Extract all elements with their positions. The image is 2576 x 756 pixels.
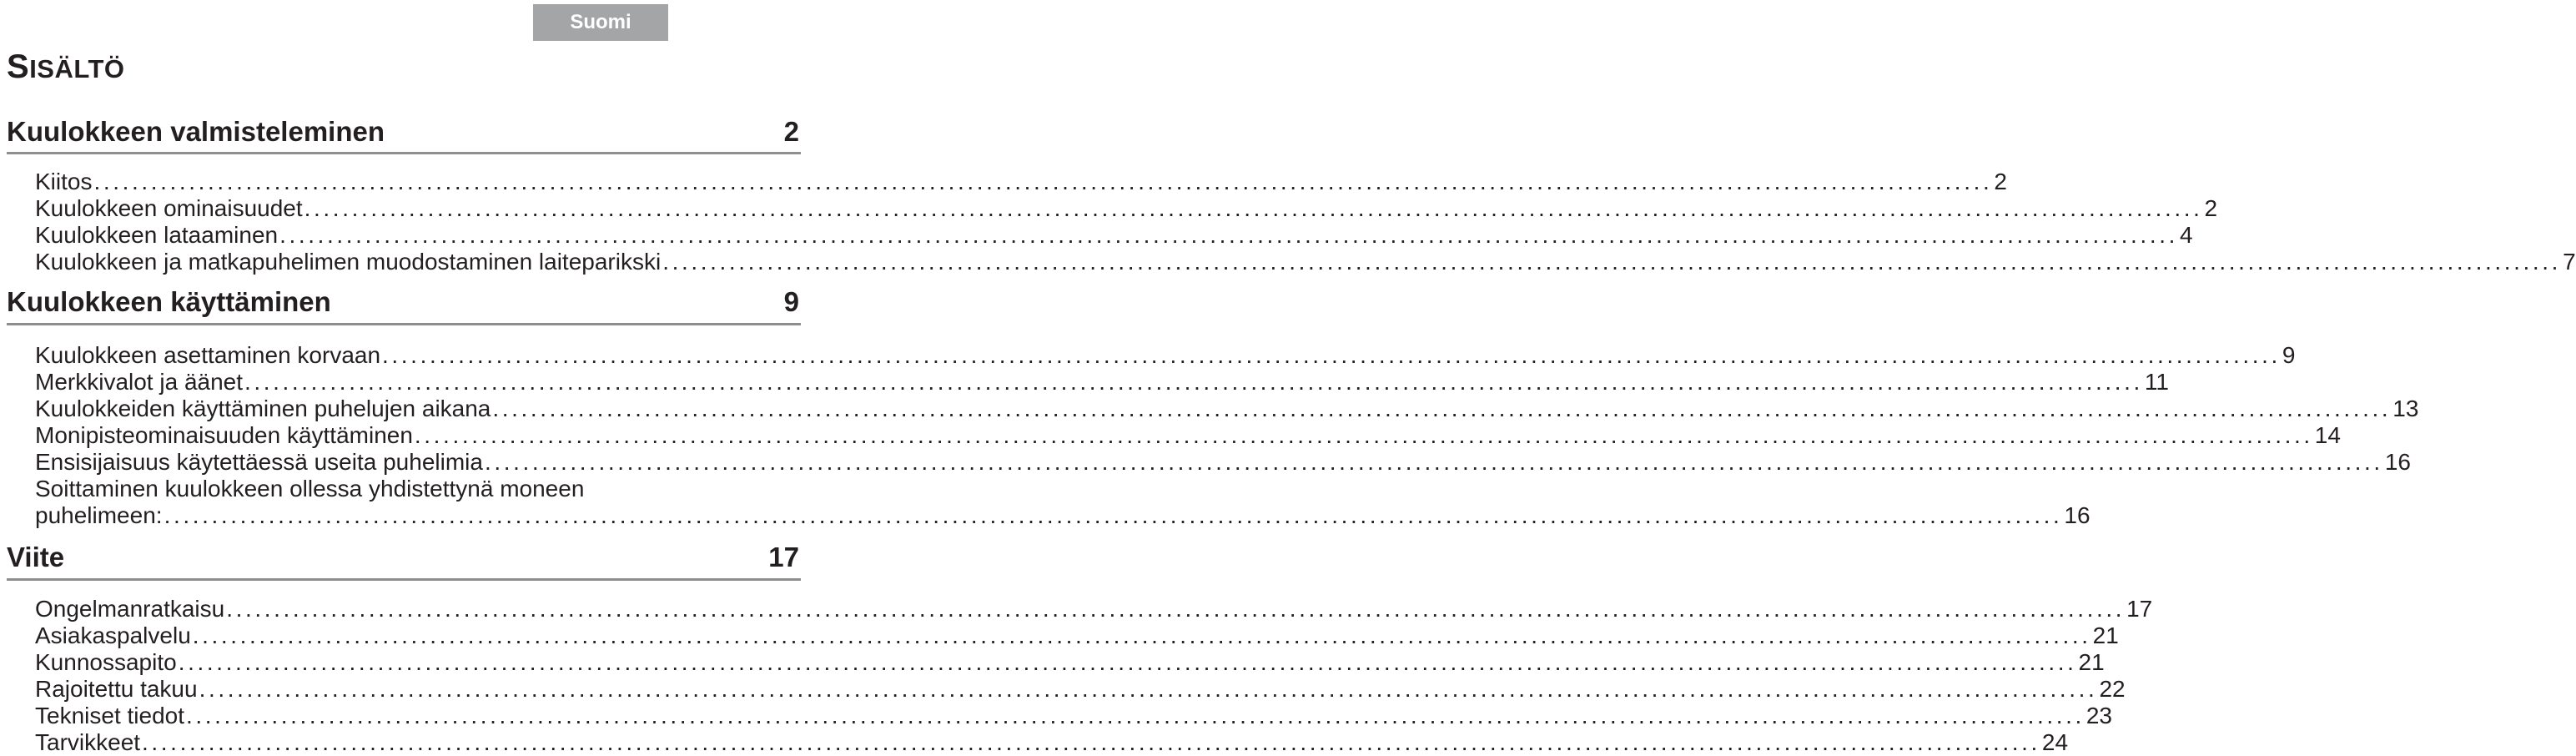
leader-dots: ........................................................................................................................................................................................................ bbox=[492, 396, 2392, 421]
toc-entry[interactable]: Asiakaspalvelu ........................................................................................................................................................................................................ 21 bbox=[35, 622, 2119, 648]
leader-dots: ........................................................................................................................................................................................................ bbox=[192, 622, 2091, 648]
toc-entry[interactable]: Kuulokkeen ominaisuudet ........................................................................................................................................................................................................ 2 bbox=[35, 195, 2218, 221]
section-heading-valmisteleminen[interactable] bbox=[7, 118, 799, 145]
section-divider bbox=[7, 152, 801, 154]
toc-entry[interactable]: Kunnossapito ........................................................................................................................................................................................................ 21 bbox=[35, 649, 2105, 675]
section-page: 17 bbox=[768, 542, 799, 572]
toc-entry-line1[interactable]: Soittaminen kuulokkeen ollessa yhdistettynä moneen bbox=[35, 476, 585, 501]
section-divider bbox=[7, 578, 801, 581]
language-tab: Suomi bbox=[533, 4, 668, 41]
leader-dots: ........................................................................................................................................................................................................ bbox=[414, 422, 2313, 448]
toc-entry[interactable]: Kuulokkeen lataaminen ........................................................................................................................................................................................................ 4 bbox=[35, 222, 2193, 248]
section-divider bbox=[7, 323, 801, 325]
toc-entry[interactable]: Monipisteominaisuuden käyttäminen ........................................................................................................................................................................................................ 14 bbox=[35, 422, 2341, 448]
page-title: SISÄLTÖ bbox=[7, 48, 125, 85]
section-title: Kuulokkeen valmisteleminen bbox=[7, 116, 385, 147]
section-title: Viite bbox=[7, 542, 65, 572]
toc-entry[interactable]: Ensisijaisuus käytettäessä useita puhelimia ........................................................................................................................................................................................................ 16 bbox=[35, 449, 2411, 475]
leader-dots: ........................................................................................................................................................................................................ bbox=[164, 502, 2063, 528]
toc-entry[interactable]: Merkkivalot ja äänet ........................................................................................................................................................................................................ 11 bbox=[35, 369, 2169, 395]
leader-dots: ........................................................................................................................................................................................................ bbox=[279, 222, 2178, 248]
section-heading-kayttaminen[interactable] bbox=[7, 288, 799, 315]
section-title: Kuulokkeen käyttäminen bbox=[7, 286, 331, 317]
section-page: 2 bbox=[783, 116, 799, 147]
toc-entry[interactable]: Kuulokkeen asettaminen korvaan ........................................................................................................................................................................................................ 9 bbox=[35, 342, 2296, 368]
leader-dots: ........................................................................................................................................................................................................ bbox=[186, 703, 2085, 728]
toc-entry[interactable]: Kiitos ........................................................................................................................................................................................................ 2 bbox=[35, 169, 2007, 194]
section-page: 9 bbox=[783, 286, 799, 317]
leader-dots: ........................................................................................................................................................................................................ bbox=[93, 169, 1993, 194]
leader-dots: ........................................................................................................................................................................................................ bbox=[382, 342, 2281, 368]
leader-dots: ........................................................................................................................................................................................................ bbox=[178, 649, 2077, 675]
leader-dots: ........................................................................................................................................................................................................ bbox=[244, 369, 2143, 395]
leader-dots: ........................................................................................................................................................................................................ bbox=[142, 729, 2040, 755]
toc-entry[interactable]: Tekniset tiedot ........................................................................................................................................................................................................ 23 bbox=[35, 703, 2113, 728]
toc-entry[interactable]: Tarvikkeet ........................................................................................................................................................................................................ 24 bbox=[35, 729, 2069, 755]
leader-dots: ........................................................................................................................................................................................................ bbox=[484, 449, 2383, 475]
toc-entry[interactable]: Rajoitettu takuu ........................................................................................................................................................................................................ 22 bbox=[35, 676, 2126, 702]
toc-entry[interactable]: Ongelmanratkaisu ........................................................................................................................................................................................................ 17 bbox=[35, 596, 2153, 622]
leader-dots: ........................................................................................................................................................................................................ bbox=[304, 195, 2203, 221]
section-heading-viite[interactable] bbox=[7, 543, 799, 571]
leader-dots: ........................................................................................................................................................................................................ bbox=[662, 249, 2562, 275]
leader-dots: ........................................................................................................................................................................................................ bbox=[226, 596, 2126, 622]
toc-entry[interactable]: Kuulokkeiden käyttäminen puhelujen aikana ........................................................................................................................................................................................................ 13 bbox=[35, 396, 2419, 421]
leader-dots: ........................................................................................................................................................................................................ bbox=[199, 676, 2098, 702]
toc-entry[interactable]: puhelimeen: ........................................................................................................................................................................................................ 16 bbox=[35, 502, 2090, 528]
toc-entry[interactable]: Kuulokkeen ja matkapuhelimen muodostaminen laiteparikski ........................................................................................................................................................................................................ 7 bbox=[35, 249, 2576, 275]
